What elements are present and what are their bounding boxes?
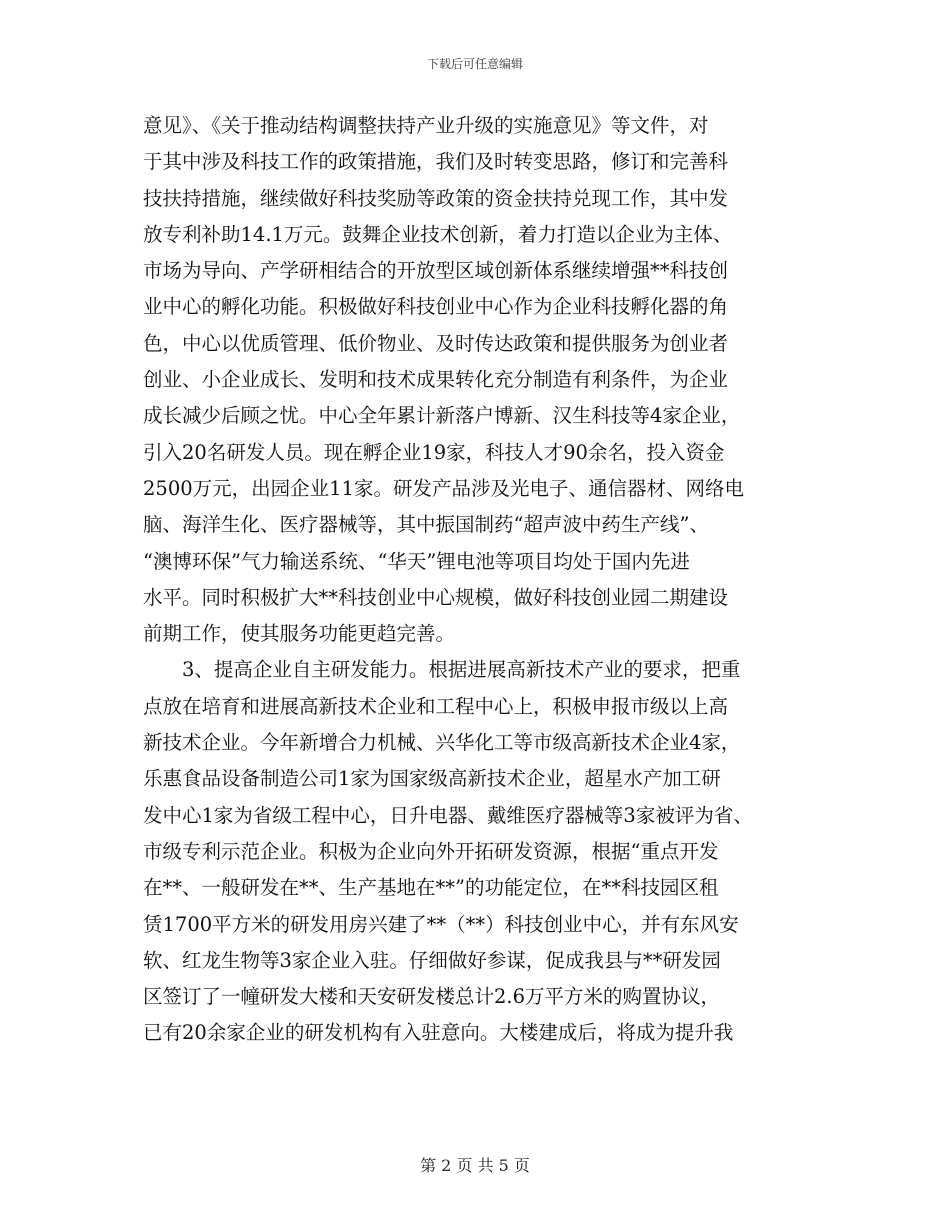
text-line: 市级专利示范企业。积极为企业向外开拓研发资源，根据“重点开发 xyxy=(143,839,719,863)
text-line: 前期工作，使其服务功能更趋完善。 xyxy=(143,622,456,646)
text-line: 在**、一般研发在**、生产基地在**”的功能定位，在**科技园区租 xyxy=(143,876,719,900)
text-line: 水平。同时积极扩大**科技创业中心规模，做好科技创业园二期建设 xyxy=(143,585,729,609)
text-line: 乐惠食品设备制造公司1家为国家级高新技术企业，超星水产加工研 xyxy=(143,767,721,791)
text-line: 色，中心以优质管理、低价物业、及时传达政策和提供服务为创业者 xyxy=(143,331,729,355)
text-line: 区签订了一幢研发大楼和天安研发楼总计2.6万平方米的购置协议， xyxy=(143,985,721,1009)
document-body xyxy=(143,108,823,1052)
text-line: 软、红龙生物等3家企业入驻。仔细做好参谋，促成我县与**研发园 xyxy=(143,948,721,972)
text-line: 技扶持措施，继续做好科技奖励等政策的资金扶持兑现工作，其中发 xyxy=(143,186,729,210)
text-line: 已有20余家企业的研发机构有入驻意向。大楼建成后，将成为提升我 xyxy=(143,1021,734,1045)
text-line: 赁1700平方米的研发用房兴建了**（**）科技创业中心，并有东风安 xyxy=(143,912,739,936)
text-line: 脑、海洋生化、医疗器械等，其中振国制药“超声波中药生产线”、 xyxy=(143,513,709,537)
text-line: 于其中涉及科技工作的政策措施，我们及时转变思路，修订和完善科 xyxy=(143,150,729,174)
text-line: 2500万元，出园企业11家。研发产品涉及光电子、通信器材、网络电 xyxy=(143,476,744,500)
text-line: 放专利补助14.1万元。鼓舞企业技术创新，着力打造以企业为主体、 xyxy=(143,222,733,246)
page-number-footer: 第 2 页 共 5 页 xyxy=(420,1156,530,1175)
text-line: 意见》、《关于推动结构调整扶持产业升级的实施意见》等文件，对 xyxy=(143,114,709,137)
text-line: 引入20名研发人员。现在孵企业19家，科技人才90余名，投入资金 xyxy=(143,440,725,464)
text-line: 3、提高企业自主研发能力。根据进展高新技术产业的要求，把重 xyxy=(182,658,741,682)
text-line: 创业、小企业成长、发明和技术成果转化充分制造有利条件，为企业 xyxy=(143,368,729,392)
text-line: 成长减少后顾之忧。中心全年累计新落户博新、汉生科技等4家企业， xyxy=(143,404,741,428)
text-line: 市场为导向、产学研相结合的开放型区域创新体系继续增强**科技创 xyxy=(143,259,729,283)
text-line: 点放在培育和进展高新技术企业和工程中心上，积极申报市级以上高 xyxy=(143,694,729,718)
text-line: 新技术企业。今年新增合力机械、兴华化工等市级高新技术企业4家， xyxy=(143,731,741,755)
text-line: 业中心的孵化功能。积极做好科技创业中心作为企业科技孵化器的角 xyxy=(143,295,729,319)
text-line: “澳博环保”气力输送系统、“华天”锂电池等项目均处于国内先进 xyxy=(143,549,690,573)
text-line: 发中心1家为省级工程中心，日升电器、戴维医疗器械等3家被评为省、 xyxy=(143,803,753,827)
page-header-note: 下载后可任意编辑 xyxy=(426,57,523,71)
